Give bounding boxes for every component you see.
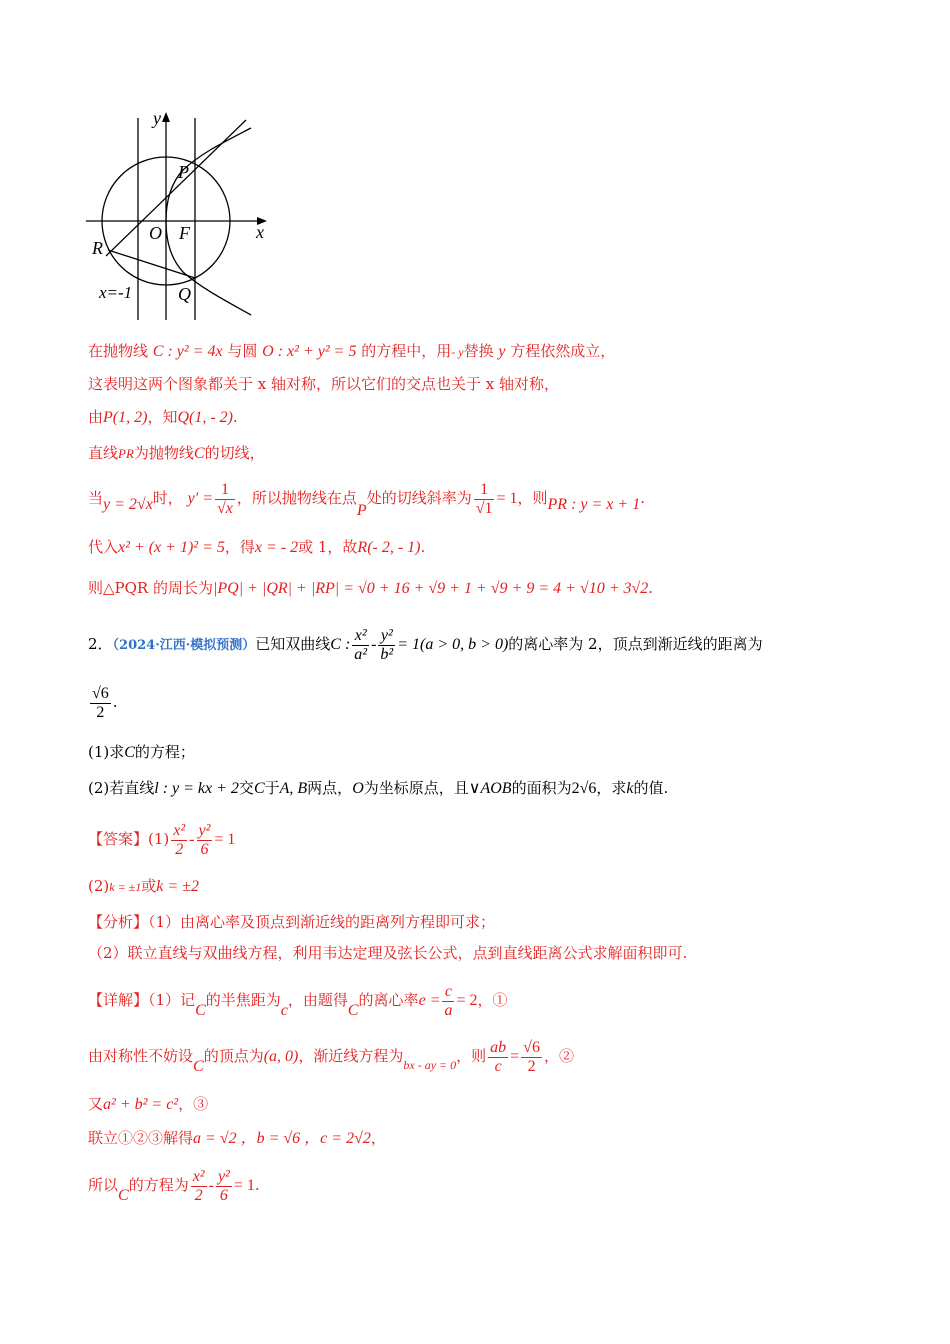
- detail-line-4: 联立①②③解得a = √2 ，b = √6 ，c = 2√2，: [88, 1129, 386, 1147]
- solution-line-1: 在抛物线 C : y² = 4x 与圆 O : x² + y² = 5 的方程中，用- y替换 y 方程依然成立，: [88, 342, 616, 360]
- label-q: Q: [178, 284, 191, 304]
- fraction-1-over-sqrt-x: $\frac{1}{√x}$: [217, 480, 233, 517]
- label-x-neg1: x=-1: [99, 283, 133, 302]
- y-axis-arrow: [162, 112, 170, 122]
- solution-line-5: 当y = 2√x时， y′ = $\frac{1}{√x}$ ，所以抛物线在点P处的切线斜率为 $\frac{1}{√1}$ = 1，则PR : y = x + 1.: [88, 480, 645, 519]
- fraction-x2-a2: $\frac{\text{x²}}{\text{a²}}$: [354, 626, 368, 663]
- detail-line-2: 由对称性不妨设C的顶点为(a, 0)，渐近线方程为$_{bx - ay = 0}$，则 $\frac{ab}{c}$ = $\frac{√6}{2}$ ，②: [88, 1038, 574, 1075]
- fraction-ab-over-c: $\frac{ab}{c}$: [490, 1038, 507, 1075]
- tangent-line-pr: [106, 120, 246, 256]
- label-o: O: [149, 223, 162, 243]
- question-2-stem-cont: $\frac{√6}{2}$ .: [92, 684, 118, 721]
- answer-part-1: 【答案】(1) $\frac{\text{x²}}{2}$ - $\frac{\text{y²}}{6}$ = 1: [88, 821, 236, 858]
- answer-fraction-y2-6: $\frac{\text{y²}}{6}$: [198, 821, 211, 858]
- label-r: R: [92, 238, 103, 258]
- fraction-y2-b2: $\frac{\text{y²}}{\text{b²}}$: [380, 626, 394, 663]
- fraction-sqrt6-over-2: $\frac{√6}{2}$: [92, 684, 109, 721]
- parabola-circle-figure: [86, 108, 286, 324]
- solution-line-7: 则△PQR 的周长为|PQ| + |QR| + |RP| = √0 + 16 + √9 + 1 + √9 + 9 = 4 + √10 + 3√2.: [88, 579, 654, 597]
- label-x: x: [256, 222, 264, 242]
- answer-part-2: (2)k = ±1或k = ±2: [88, 877, 199, 895]
- solution-line-2: 这表明这两个图象都关于 x 轴对称，所以它们的交点也关于 x 轴对称，: [88, 375, 559, 393]
- fraction-sqrt6-over-2-detail: $\frac{√6}{2}$: [523, 1038, 540, 1075]
- solution-line-4: 直线PR为抛物线C的切线，: [88, 444, 265, 462]
- detail-fraction-x2-2: $\frac{\text{x²}}{2}$: [192, 1167, 205, 1204]
- question-2-part-2: (2)若直线l : y = kx + 2交C于A, B两点，O为坐标原点，且∨AOB的面积为2√6，求k的值.: [88, 779, 669, 797]
- label-y: y: [153, 108, 161, 128]
- detail-line-3: 又a² + b² = c²，③: [88, 1095, 209, 1113]
- detail-line-1: 【详解】（1）记C的半焦距为c，由题得C的离心率e = $\frac{c}{a}$ = 2，①: [88, 982, 508, 1019]
- detail-fraction-y2-6: $\frac{\text{y²}}{6}$: [217, 1167, 230, 1204]
- analysis-line-2: （2）联立直线与双曲线方程，利用韦达定理及弦长公式，点到直线距离公式求解面积即可.: [88, 944, 688, 962]
- solution-line-6: 代入x² + (x + 1)² = 5，得x = - 2或 1，故R(- 2, - 1).: [88, 538, 426, 556]
- answer-fraction-x2-2: $\frac{\text{x²}}{2}$: [173, 821, 186, 858]
- solution-line-3: 由P(1, 2)，知Q(1, - 2).: [88, 408, 238, 426]
- question-2-stem: 2．（2024·江西·模拟预测）已知双曲线C : $\frac{\text{x²}}{\text{a²}}$ - $\frac{\text{y²}}{\text{b²}}$ = 1(a > 0, b > 0)的离心率为 2，顶点到渐近线的距离为: [88, 626, 763, 663]
- analysis-line-1: 【分析】（1）由离心率及顶点到渐近线的距离列方程即可求；: [88, 913, 496, 931]
- question-2-part-1: (1)求C的方程；: [88, 743, 195, 761]
- label-p: P: [178, 162, 189, 182]
- fraction-c-over-a: $\frac{c}{a}$: [444, 982, 453, 1019]
- segment-rq: [108, 250, 195, 278]
- detail-line-5: 所以C的方程为 $\frac{\text{x²}}{2}$ - $\frac{\text{y²}}{6}$ = 1.: [88, 1167, 260, 1204]
- fraction-1-over-sqrt-1: $\frac{1}{√1}$: [475, 480, 493, 517]
- label-f: F: [179, 223, 190, 243]
